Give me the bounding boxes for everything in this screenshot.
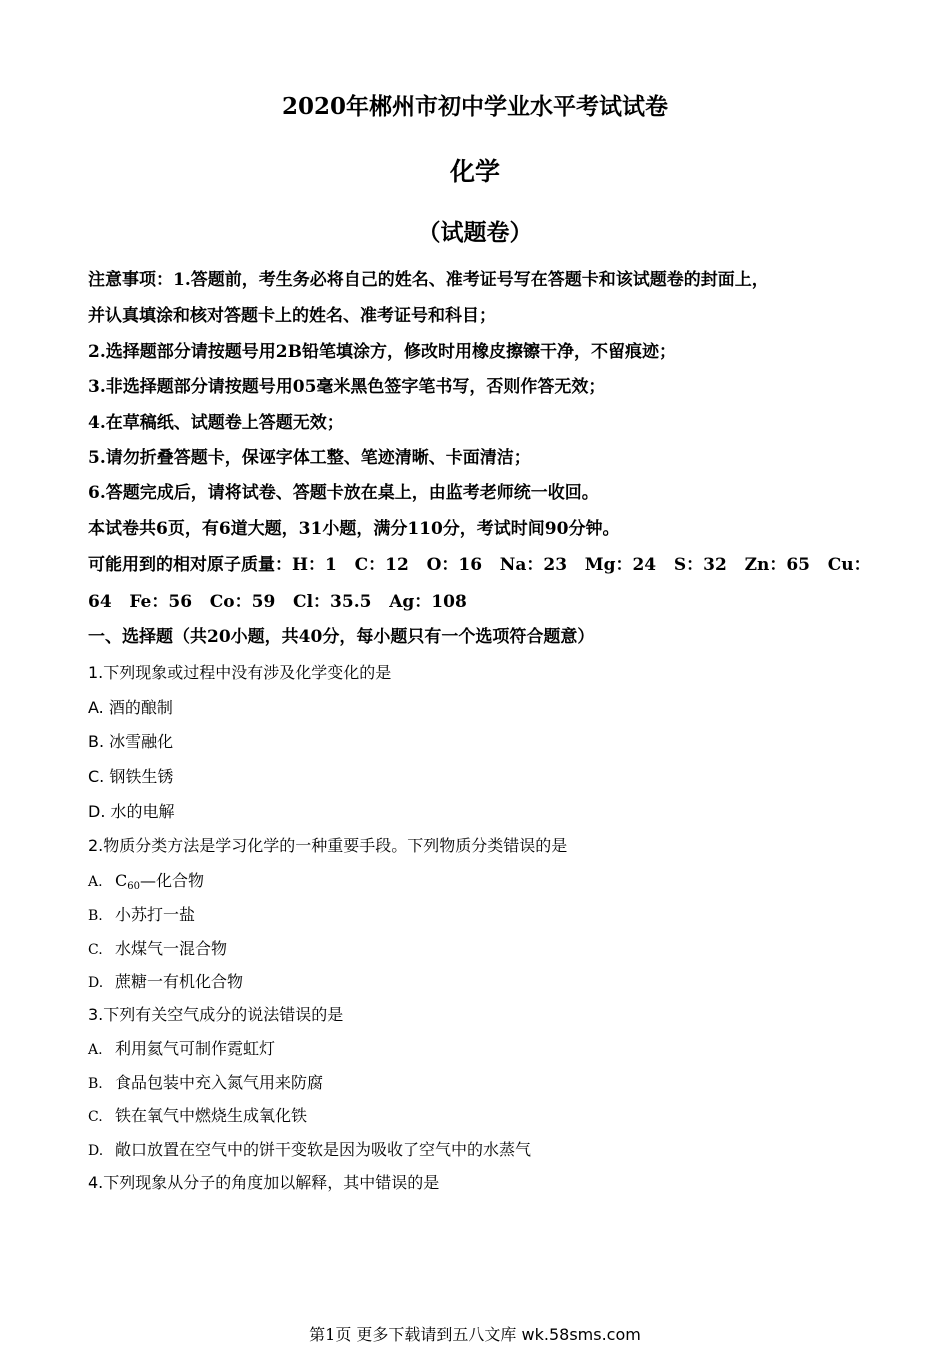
question-number: 3. [88,1005,104,1024]
page-number-text: 第1页 更多下载请到五八文库 [309,1325,517,1344]
page-footer [0,1322,950,1345]
q3-option-a [88,1037,275,1062]
q2-option-a [88,869,204,899]
site-link[interactable]: wk.58sms.com [521,1325,641,1344]
section-heading: 一、选择题（共20小题，共40分，每小题只有一个选项符合题意） [88,627,595,647]
q2-option-d [88,970,243,995]
option-letter: B. [88,732,105,751]
notice-line-5: 4.在草稿纸、试题卷上答题无效； [88,413,344,433]
option-letter: A. [88,698,104,717]
option-text: 敞口放置在空气中的饼干变软是因为吸收了空气中的水蒸气 [115,1140,532,1159]
q3-option-c [88,1104,307,1129]
option-text: 冰雪融化 [109,732,174,751]
option-text: 利用氦气可制作霓虹灯 [115,1039,276,1058]
q1-option-b [88,730,173,754]
atomic-mass-line-1: 可能用到的相对原子质量：H：1 C：12 O：16 Na：23 Mg：24 S：32 Zn：65 Cu： [88,555,871,575]
option-letter: A. [88,874,103,890]
option-text: 水煤气一混合物 [115,939,228,958]
q3-option-d [88,1138,531,1163]
notice-line-2: 并认真填涂和核对答题卡上的姓名、准考证号和科目； [88,306,496,326]
subject-title: 化学 [449,157,500,186]
option-letter: D. [88,1143,104,1159]
question-stem: 下列有关空气成分的说法错误的是 [103,1005,344,1024]
question-1 [88,661,391,685]
option-letter: C. [88,1109,103,1125]
question-number: 4. [88,1173,104,1192]
option-text: 蔗糖一有机化合物 [115,972,244,991]
option-text: —化合物 [139,871,204,890]
question-stem: 物质分类方法是学习化学的一种重要手段。下列物质分类错误的是 [103,836,568,855]
option-letter: B. [88,1076,103,1092]
q1-option-d [88,800,175,824]
notice-line-3: 2.选择题部分请按题号用2B铅笔填涂方，修改时用橡皮擦镲干净，不留痕迹； [88,342,676,362]
question-number: 2. [88,836,104,855]
question-stem: 下列现象从分子的角度加以解释，其中错误的是 [103,1173,440,1192]
option-letter: D. [88,802,106,821]
q2-option-b [88,903,195,928]
question-stem: 下列现象或过程中没有涉及化学变化的是 [103,663,392,682]
option-letter: C. [88,942,103,958]
option-letter: C. [88,767,105,786]
option-text: 小苏打一盐 [115,905,196,924]
option-letter: D. [88,975,104,991]
option-text: 食品包装中充入氮气用来防腐 [115,1073,324,1092]
atomic-mass-line-2: 64 Fe：56 Co：59 Cl：35.5 Ag：108 [88,592,467,612]
question-2 [88,834,567,858]
q1-option-a [88,696,173,720]
chemical-formula: C [115,871,128,890]
notice-line-1: 注意事项：1.答题前，考生务必将自己的姓名、准考证号写在答题卡和该试题卷的封面上， [88,270,769,290]
question-3 [88,1003,343,1027]
option-text: 铁在氧气中燃烧生成氧化铁 [115,1106,308,1125]
option-text: 水的电解 [110,802,175,821]
q3-option-b [88,1071,323,1096]
option-letter: B. [88,908,103,924]
notice-line-7: 6.答题完成后，请将试卷、答题卡放在桌上，由监考老师统一收回。 [88,483,599,503]
paper-type: （试题卷） [417,219,533,246]
formula-subscript: 60 [127,881,140,892]
q2-option-c [88,937,227,962]
q1-option-c [88,765,173,789]
option-text: 钢铁生锈 [109,767,174,786]
option-text: 酒的酿制 [108,698,173,717]
question-4 [88,1171,439,1195]
notice-line-6: 5.请勿折叠答题卡，保诬字体工整、笔迹清晰、卡面清洁； [88,448,531,468]
question-number: 1. [88,663,104,682]
exam-title: 2020年郴州市初中学业水平考试试卷 [281,93,668,120]
exam-info: 本试卷共6页，有6道大题，31小题，满分110分，考试时间90分钟。 [88,519,620,539]
option-letter: A. [88,1042,103,1058]
notice-line-4: 3.非选择题部分请按题号用05毫米黑色签字笔书写，否则作答无效； [88,377,606,397]
